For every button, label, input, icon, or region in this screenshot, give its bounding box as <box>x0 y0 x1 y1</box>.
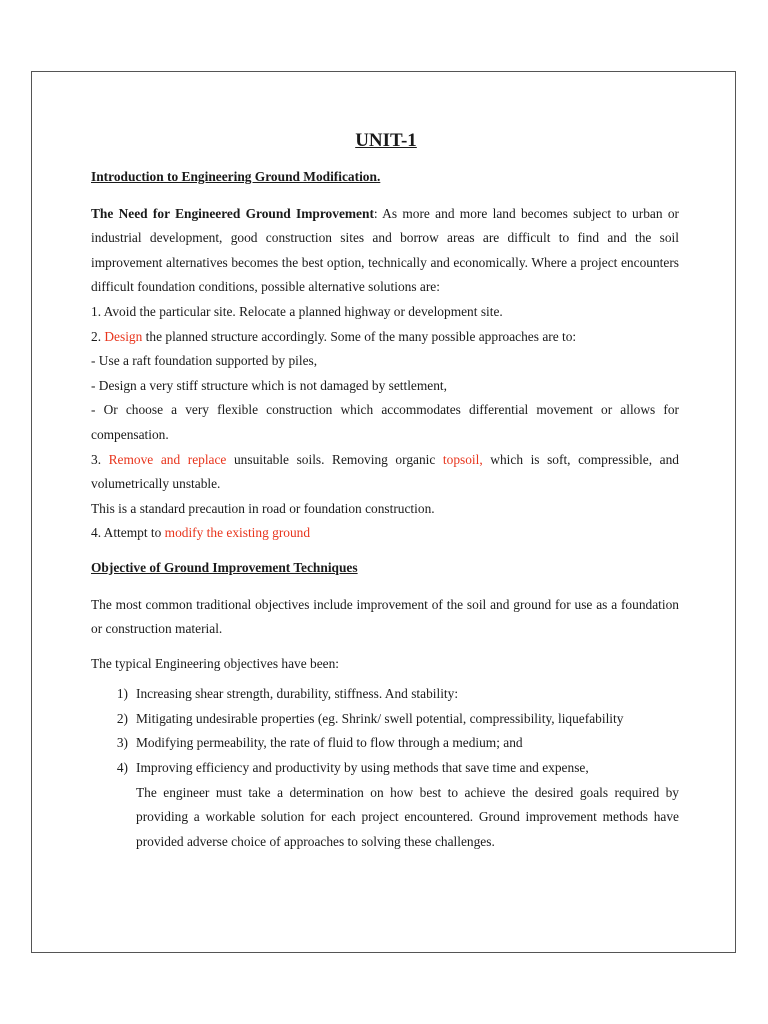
objective-paragraph: The most common traditional objectives include improvement of the soil and ground for use as a foundation or construction material. <box>91 596 679 637</box>
typical-objectives-intro: The typical Engineering objectives have been: <box>91 655 340 671</box>
option-4 <box>91 521 679 546</box>
option-2-text: the planned structure accordingly. Some of the many possible approaches are to: <box>142 328 577 344</box>
list-item-number: 3) <box>116 735 128 751</box>
list-item-text: Improving efficiency and productivity by using methods that save time and expense, <box>136 760 589 776</box>
option-3-number: 3. <box>91 451 109 467</box>
need-paragraph <box>91 202 679 300</box>
unit-title: UNIT-1 <box>355 130 417 151</box>
sub-approach-1: - Use a raft foundation supported by piles, <box>91 353 318 369</box>
objective-heading: Objective of Ground Improvement Techniques <box>91 559 358 575</box>
option-4-text: 4. Attempt to <box>91 525 165 541</box>
option-3-mid: unsuitable soils. Removing organic <box>226 451 443 467</box>
list-item <box>91 731 679 756</box>
objectives-list <box>91 682 679 854</box>
option-2 <box>91 325 679 350</box>
option-2-number: 2. <box>91 328 105 344</box>
option-2-highlight: Design <box>104 328 143 344</box>
list-item <box>91 756 679 781</box>
option-3-note: This is a standard precaution in road or foundation construction. <box>91 500 435 516</box>
closing-paragraph: The engineer must take a determination on how best to achieve the desired goals required by providing a workable solution for each project encountered. Ground improvement methods have provided adverse choice of approaches to solving these challenges. <box>136 784 679 849</box>
closing-item <box>91 781 679 855</box>
list-item-number: 4) <box>116 760 128 776</box>
option-1: 1. Avoid the particular site. Relocate a planned highway or development site. <box>91 303 503 319</box>
list-item-text: Increasing shear strength, durability, stiffness. And stability: <box>136 686 459 702</box>
option-4-highlight: modify the existing ground <box>164 525 311 541</box>
option-3-highlight-2: topsoil, <box>442 451 483 467</box>
need-bold-title: The Need for Engineered Ground Improvement <box>91 205 374 221</box>
option-3-text: which is soft, compressible, and volumetrically unstable. <box>91 451 680 492</box>
sub-approach-3: - Or choose a very flexible construction which accommodates differential movement or allows for compensation. <box>91 402 679 442</box>
document-body <box>91 128 679 854</box>
list-item-text: Mitigating undesirable properties (eg. Shrink/ swell potential, compressibility, liquefability <box>136 710 624 726</box>
option-3 <box>91 448 679 497</box>
list-item <box>91 682 679 707</box>
need-text: : As more and more land becomes subject to urban or industrial development, good construction sites and borrow areas are difficult to find and the soil improvement alternatives becomes the best option, technically and economically. Where a project encounters difficult foundation conditions, possible alternative solutions are: <box>91 205 679 295</box>
sub-approach-2: - Design a very stiff structure which is not damaged by settlement, <box>91 377 448 393</box>
intro-heading: Introduction to Engineering Ground Modification. <box>91 169 381 184</box>
list-item-number: 2) <box>116 710 128 726</box>
list-item <box>91 707 679 732</box>
list-item-text: Modifying permeability, the rate of fluid to flow through a medium; and <box>136 735 523 751</box>
option-3-highlight-1: Remove and replace <box>108 451 227 467</box>
list-item-number: 1) <box>116 686 128 702</box>
